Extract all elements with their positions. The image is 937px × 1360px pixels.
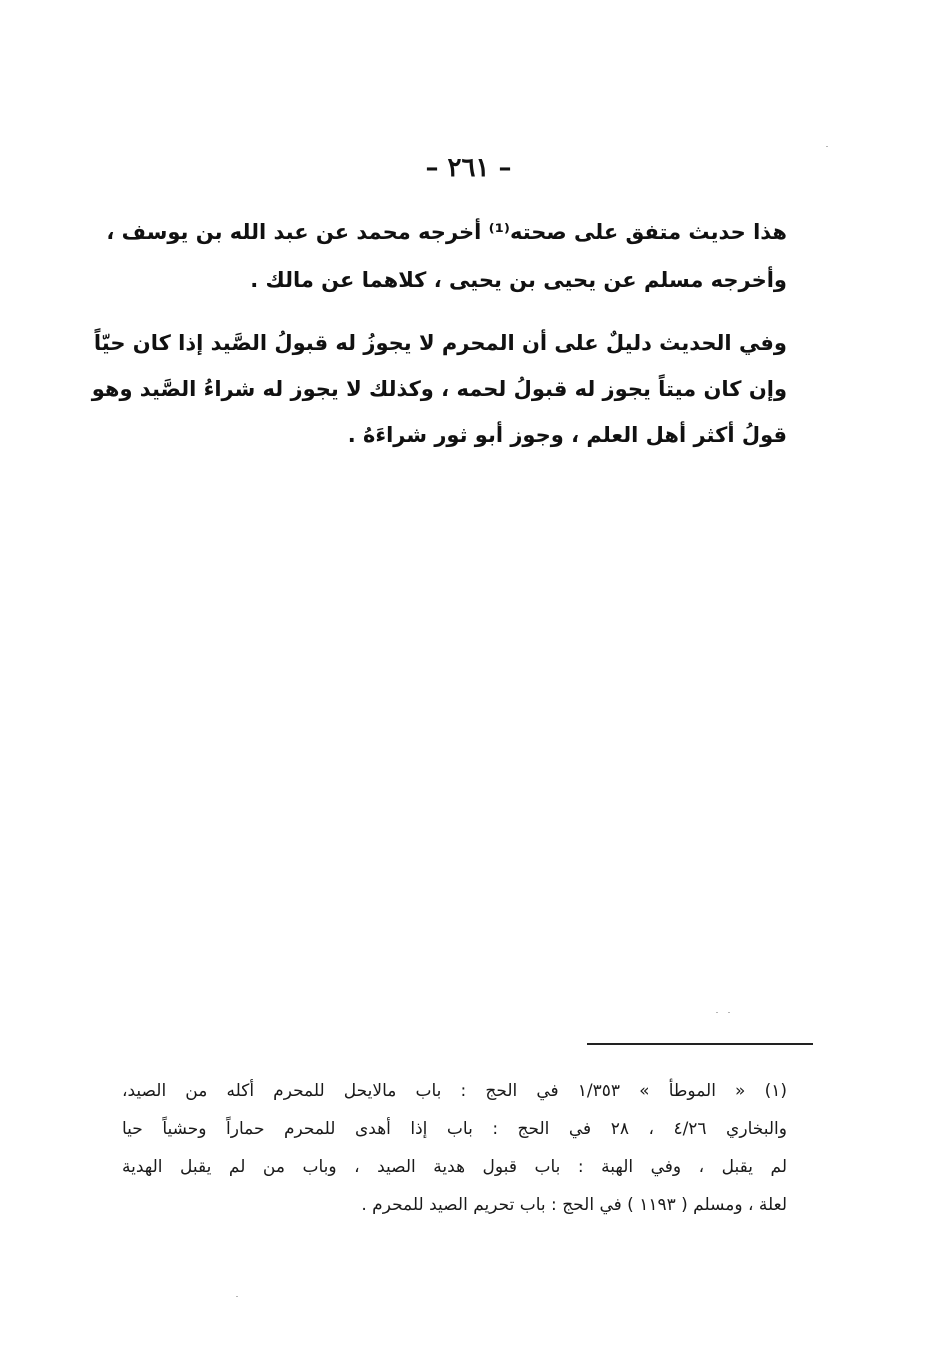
main-paragraph-2 [91, 320, 787, 458]
scan-speck [236, 1296, 238, 1297]
footnote-line-2: والبخاري ٤/٢٦ ، ٢٨ في الحج : باب إذا أهدى للمحرم حماراً وحشياً حيا [122, 1119, 787, 1139]
footnote-line-3: لم يقبل ، وفي الهبة : باب قبول هدية الصيد ، وباب من لم يقبل الهدية [122, 1157, 787, 1177]
page-number: – ٢٦١ – [425, 153, 512, 183]
footnote-line-4: لعلة ، ومسلم ( ١١٩٣ ) في الحج : باب تحريم الصيد للمحرم . [361, 1195, 787, 1215]
paragraph-2-line-1: وفي الحديث دليلٌ على أن المحرم لا يجوزُ له قبولُ الصَّيد إذا كان حيّاً [93, 331, 787, 355]
paragraph-2-line-3: قولُ أكثر أهل العلم ، وجوز أبو ثور شراءَهُ . [347, 423, 787, 447]
main-paragraph-1 [106, 208, 787, 304]
paragraph-1-line-1: هذا حديث متفق على صحته⁽¹⁾ أخرجه محمد عن عبد الله بن يوسف ، [106, 220, 787, 244]
scan-speck [716, 1012, 718, 1013]
scan-speck [728, 1012, 730, 1013]
footnote-line-1: (١) « الموطأ » ١/٣٥٣ في الحج : باب مالايحل للمحرم أكله من الصيد، [122, 1081, 787, 1101]
paragraph-2-line-2: وإن كان ميتاً يجوز له قبولُ لحمه ، وكذلك لا يجوز له شراءُ الصَّيد وهو [91, 377, 787, 401]
paragraph-1-line-2: وأخرجه مسلم عن يحيى بن يحيى ، كلاهما عن مالك . [250, 268, 787, 292]
scan-speck [826, 146, 828, 147]
footnotes [122, 1072, 787, 1224]
footnote-separator [587, 1043, 813, 1045]
